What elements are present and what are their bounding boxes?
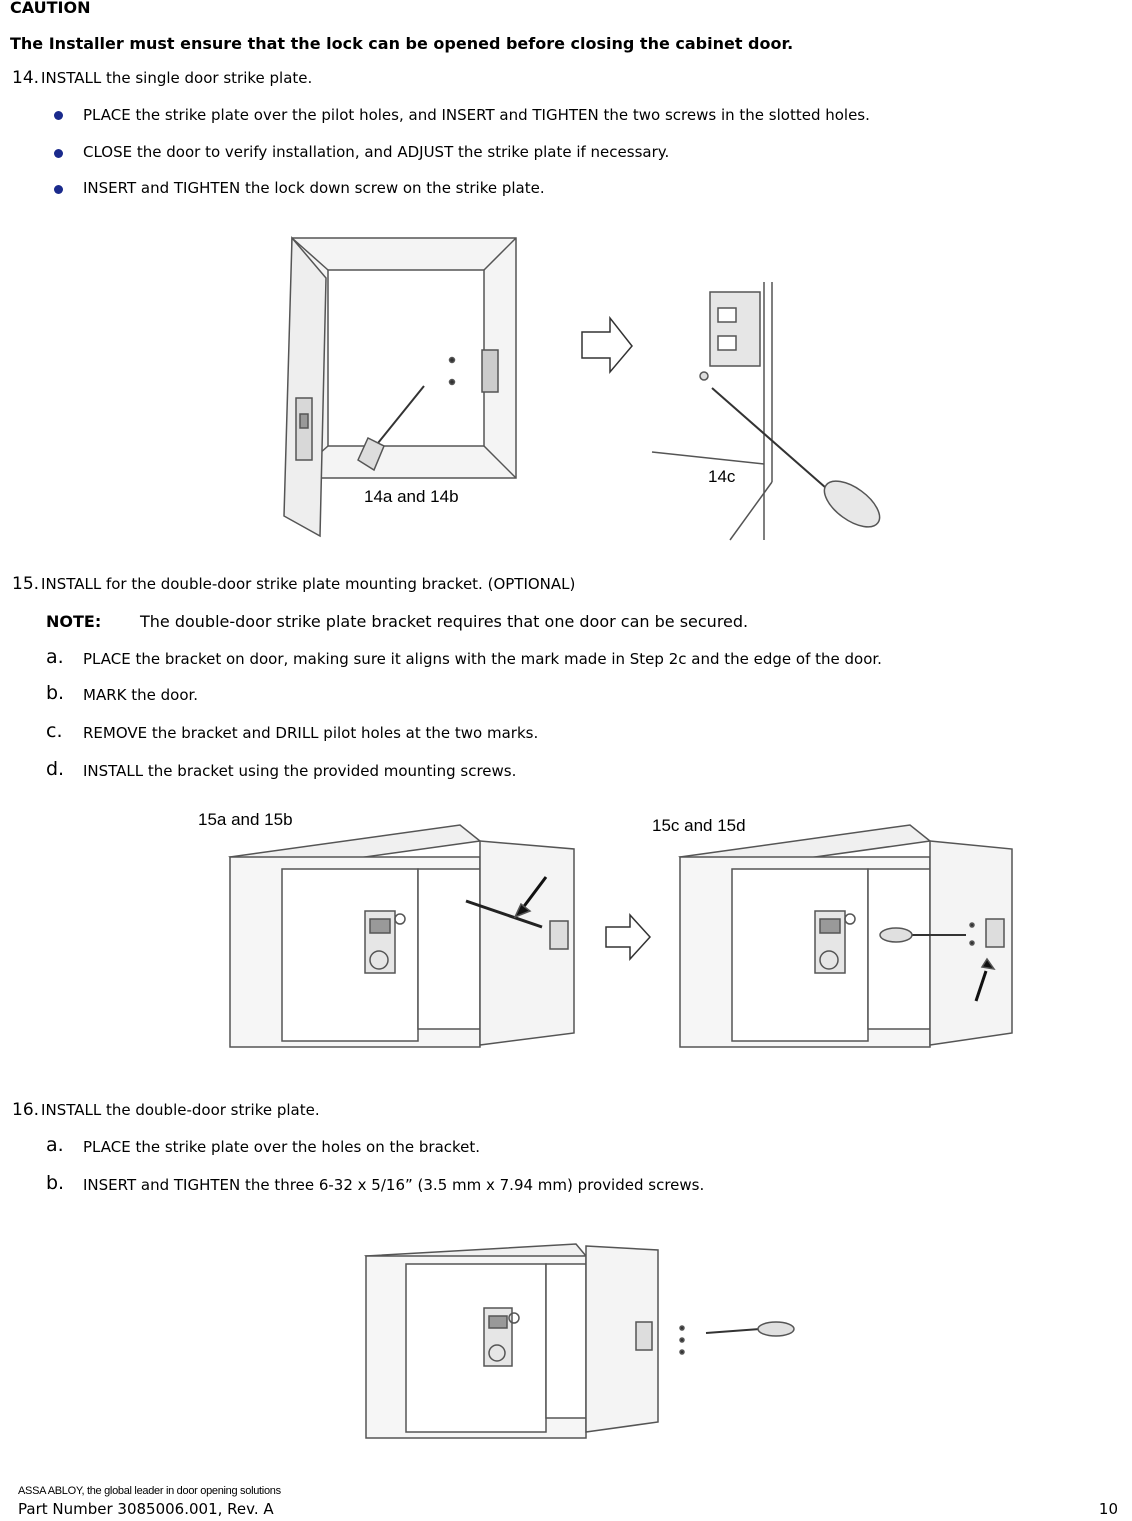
figure-15-label-cd: 15c and 15d (652, 816, 746, 835)
footer-tagline: ASSA ABLOY, the global leader in door opening solutions (18, 1485, 281, 1497)
substep-letter: b. (46, 682, 65, 704)
figure-16-illustration (356, 1236, 806, 1446)
step-number: 14. (12, 68, 40, 88)
bullet-icon (54, 111, 63, 120)
substep-text: REMOVE the bracket and DRILL pilot holes at the two marks. (83, 724, 539, 742)
step-title: INSTALL for the double-door strike plate mounting bracket. (OPTIONAL) (41, 575, 576, 593)
substep-text: PLACE the bracket on door, making sure it aligns with the mark made in Step 2c and the edge of the door. (83, 650, 882, 668)
step-15-substep-c (46, 720, 539, 742)
figure-14-label-c: 14c (708, 467, 736, 486)
step-16-substep-b (46, 1172, 705, 1194)
figure-14-illustration (260, 220, 900, 550)
figure-15-illustration (190, 805, 1030, 1060)
substep-text: INSERT and TIGHTEN the three 6-32 x 5/16” (3.5 mm x 7.94 mm) provided screws. (83, 1176, 705, 1194)
substep-letter: c. (46, 720, 63, 742)
step-15-heading (12, 574, 575, 594)
step-16-substep-a (46, 1134, 481, 1156)
step-15-substep-d (46, 758, 517, 780)
note-text: The double-door strike plate bracket requires that one door can be secured. (140, 612, 749, 631)
step-14-heading (12, 68, 312, 88)
step-14-bullet-3: INSERT and TIGHTEN the lock down screw on the strike plate. (83, 179, 545, 197)
step-16-heading (12, 1100, 320, 1120)
caution-text: The Installer must ensure that the lock can be opened before closing the cabinet door. (10, 34, 794, 53)
bullet-icon (54, 185, 63, 194)
substep-text: PLACE the strike plate over the holes on the bracket. (83, 1138, 481, 1156)
substep-text: INSTALL the bracket using the provided mounting screws. (83, 762, 517, 780)
caution-title: CAUTION (10, 0, 91, 17)
step-14-bullet-1: PLACE the strike plate over the pilot holes, and INSERT and TIGHTEN the two screws in the slotted holes. (83, 106, 870, 124)
substep-letter: a. (46, 1134, 64, 1156)
page-number: 10 (1098, 1500, 1118, 1518)
step-title: INSTALL the double-door strike plate. (41, 1101, 320, 1119)
substep-letter: d. (46, 758, 65, 780)
substep-letter: a. (46, 646, 64, 668)
step-15-substep-b (46, 682, 199, 704)
note-label: NOTE: (46, 612, 102, 631)
step-number: 16. (12, 1100, 40, 1120)
substep-letter: b. (46, 1172, 65, 1194)
step-14-bullet-2: CLOSE the door to verify installation, and ADJUST the strike plate if necessary. (83, 143, 670, 161)
footer-part-number: Part Number 3085006.001, Rev. A (18, 1500, 274, 1518)
bullet-icon (54, 149, 63, 158)
step-title: INSTALL the single door strike plate. (41, 69, 313, 87)
substep-text: MARK the door. (83, 686, 199, 704)
figure-15-label-ab: 15a and 15b (198, 810, 293, 829)
figure-14-label-a: 14a and 14b (364, 487, 459, 506)
step-15-substep-a (46, 646, 882, 668)
step-number: 15. (12, 574, 40, 594)
